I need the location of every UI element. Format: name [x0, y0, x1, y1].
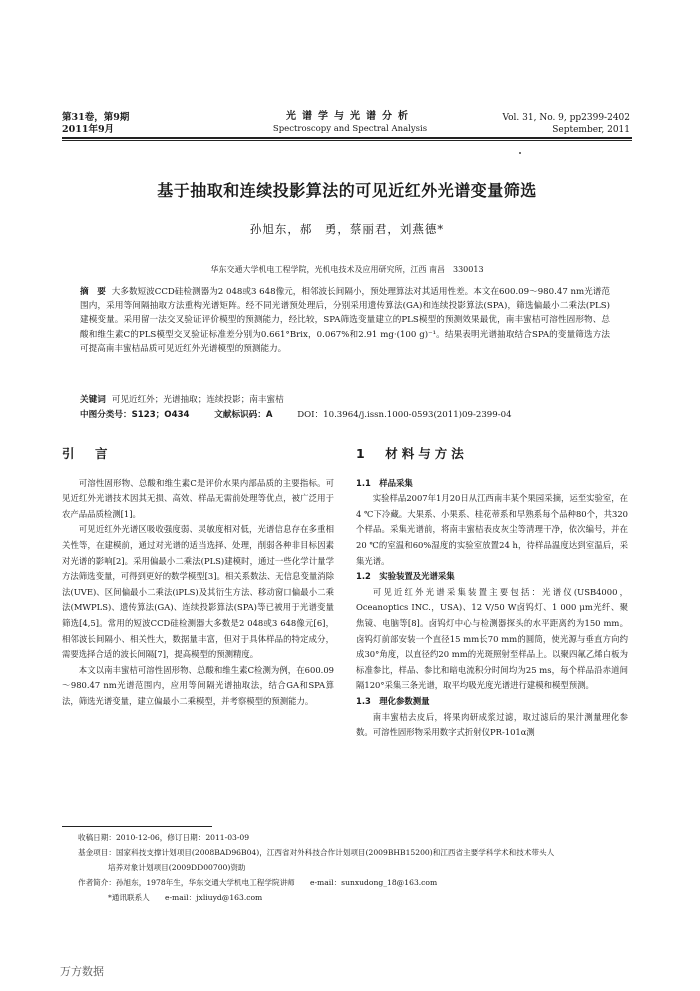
vol-pages: Vol. 31, No. 9, pp2399-2402 [502, 113, 630, 123]
author-bio: 作者简介：孙旭东，1978年生，华东交通大学机电工程学院讲师 e-mail：sunxudong_18@163.com [78, 878, 438, 887]
header-rule-thin [62, 140, 632, 141]
funding-continued: 培养对象计划项目(2009DD00700)资助 [108, 863, 246, 872]
keywords [80, 393, 610, 407]
left-column [62, 446, 334, 710]
paragraph: 南丰蜜桔去皮后，将果肉研成浆过滤，取过滤后的果汁测量理化参数。可溶性固形物采用数字式折射仪PR-101α测 [356, 711, 628, 738]
funding: 基金项目：国家科技支撑计划项目(2008BAD96B04)，江西省对外科技合作计划项目(2009BHB15200)和江西省主要学科学术和技术带头人 [78, 848, 555, 857]
classification-line [80, 408, 610, 422]
journal-pagination [502, 112, 630, 136]
paragraph: 本文以南丰蜜桔可溶性固形物、总酸和维生素C检测为例，在600.09～980.47 nm光谱范围内，应用等间隔光谱抽取法，结合GA和SPA算法，筛选光谱变量，建立偏最小二乘模型，并考察模型的预测能力。 [62, 664, 334, 706]
month-year: September, 2011 [552, 125, 630, 135]
subsection-heading: 1.2 实验装置及光谱采集 [356, 571, 455, 582]
doi: DOI：10.3964/j.issn.1000-0593(2011)09-2399-04 [297, 410, 512, 420]
author-list: 孙旭东，郝 勇，蔡丽君，刘燕德* [249, 222, 445, 236]
journal-name-en: Spectroscopy and Spectral Analysis [272, 124, 428, 134]
affiliation: 华东交通大学机电工程学院，光机电技术及应用研究所，江西 南昌 330013 [210, 265, 484, 274]
subsection-heading: 1.1 样品采集 [356, 477, 413, 488]
header-rule [62, 137, 632, 139]
section-heading-methods: 1 材料与方法 [356, 446, 468, 461]
footnotes [78, 830, 633, 905]
paper-title: 基于抽取和连续投影算法的可见近红外光谱变量筛选 [157, 181, 537, 200]
journal-name-cn: 光谱学与光谱分析 [286, 111, 414, 122]
abstract-label: 摘 要 [80, 287, 106, 297]
clc-number: 中图分类号：S123；O434 [80, 410, 190, 420]
paragraph: 实验样品2007年1月20日从江西南丰某个果园采摘，运至实验室，在4 ℃下冷藏。大果系、小果系、桂花蒂系和早熟系每个品种80个，共320个样品。采集光谱前，将南丰蜜桔表皮灰尘等清理干净，依次编号，并在20 ℃的室温和60%湿度的实验室放置24 h，待样品温度达到室温后，采集光谱。 [356, 493, 628, 566]
journal-volume-info [62, 112, 129, 136]
speck [519, 152, 521, 154]
abstract-text: 大多数短波CCD硅检测器为2 048或3 648像元，相邻波长间隔小，预处理算法对其适用性差。本文在600.09～980.47 nm光谱范围内，采用等间隔抽取方法重构光谱矩阵。经不同光谱预处理后，分别采用遗传算法(GA)和连续投影算法(SPA)，筛选偏最小二乘法(PLS)建模变量。采用留一法交叉验证评价模型的预测能力，经比较，SPA筛选变量建立的PLS模型的预测效果最优，南丰蜜桔可溶性固形物、总酸和维生素C的PLS模型交叉验证标准差分别为0.661°Brix，0.067%和2.91 mg·(100 g)⁻¹。结果表明光谱抽取结合SPA的变量筛选方法可提高南丰蜜桔品质可见近红外光谱模型的预测能力。 [80, 287, 610, 354]
journal-name [250, 111, 450, 135]
keywords-label: 关键词 [80, 395, 106, 405]
document-code: 文献标识码：A [214, 410, 273, 420]
footnote-rule [62, 826, 212, 827]
keywords-text: 可见近红外；光谱抽取；连续投影；南丰蜜桔 [111, 395, 284, 405]
volume-issue: 第31卷，第9期 [62, 112, 130, 123]
right-column [356, 446, 628, 741]
paragraph: 可见近红外光谱区吸收强度弱、灵敏度相对低，光谱信息存在多重相关性等，在建模前，通过对光谱的适当选择、处理，削弱各种非目标因素对光谱的影响[2]。采用偏最小二乘法(PLS)建模时，通过一些化学计量学方法筛选变量，可得到更好的数学模型[3]。相关系数法、无信息变量消除法(UVE)、区间偏最小二乘法(iPLS)及其衍生方法、移动窗口偏最小二乘法(MWPLS)、遗传算法(GA)、连续投影算法(SPA)等已被用于光谱变量筛选[4,5]。常用的短波CCD硅检测器大多数是2 048或3 648像元[6]，相邻波长间隔小、相关性大，数据量丰富，但对于具体样品的特定成分，需要选择合适的波长间隔[7]，提高模型的预测精度。 [62, 524, 334, 660]
watermark: 万方数据 [60, 965, 104, 978]
paragraph: 可见近红外光谱采集装置主要包括：光谱仪(USB4000，Oceanoptics INC.，USA)、12 V/50 W卤钨灯、1 000 μm光纤、聚焦镜、电脑等[8]。卤钨灯中心与检测器探头的水平距离约为150 mm。卤钨灯前部安装一个直径15 mm长70 mm的圆筒，使光源与垂直方向约成30°角度，以直径约20 mm的光斑照射至样品上。以聚四氟乙烯白板为标准参比，样品、参比和暗电流积分时间均为25 ms，每个样品沿赤道间隔120°采集三条光谱，取平均吸光度光谱进行建模和模型预测。 [356, 586, 628, 691]
corresponding-author: *通讯联系人 e-mail：jxliuyd@163.com [108, 893, 263, 902]
received-date: 收稿日期：2010-12-06，修订日期：2011-03-09 [78, 833, 250, 842]
subsection-heading: 1.3 理化参数测量 [356, 695, 430, 706]
issue-date: 2011年9月 [62, 124, 115, 135]
section-heading-introduction: 引 言 [62, 446, 112, 461]
paragraph: 可溶性固形物、总酸和维生素C是评价水果内部品质的主要指标。可见近红外光谱技术因其无损、高效、样品无需前处理等优点，被广泛用于农产品品质检测[1]。 [62, 477, 334, 519]
abstract [80, 285, 610, 356]
